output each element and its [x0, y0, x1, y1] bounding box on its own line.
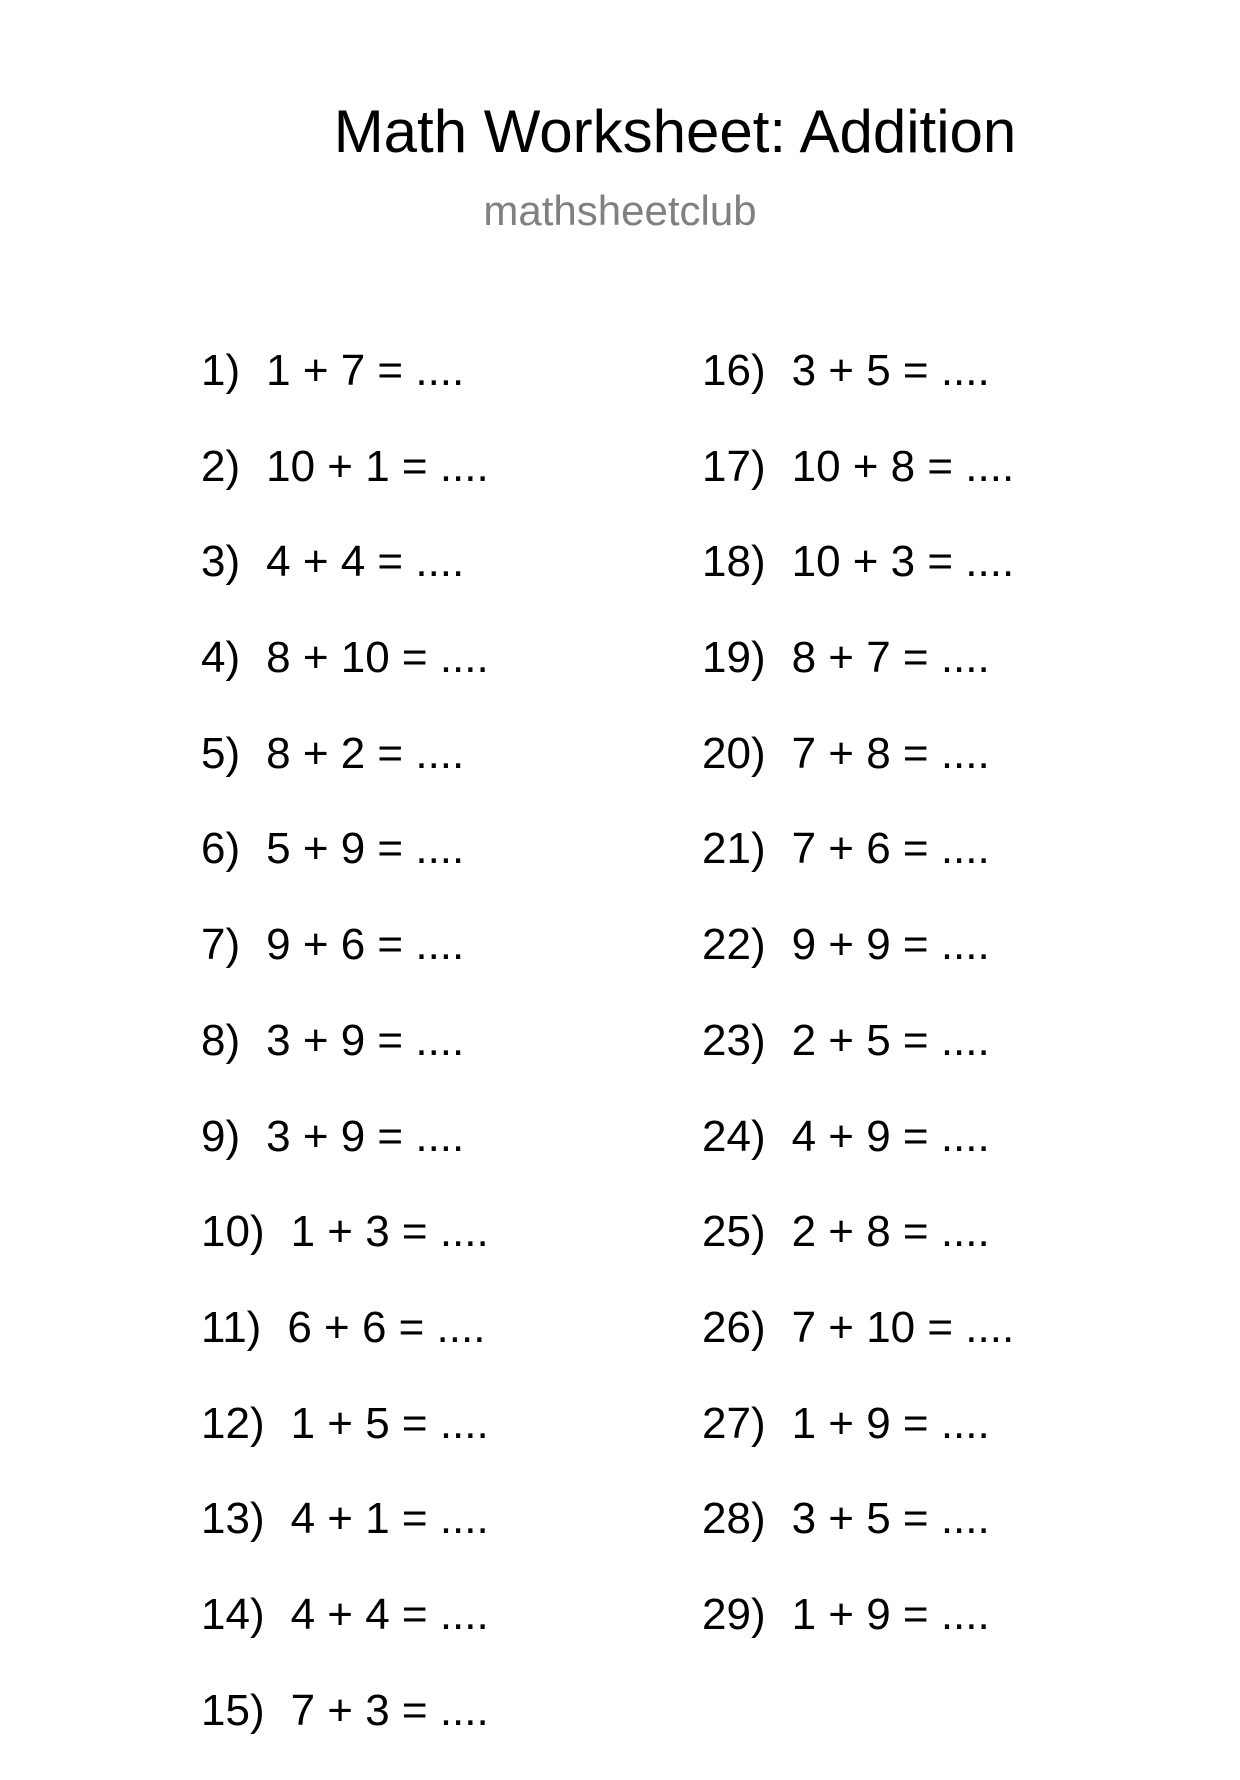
problem-item: [201, 441, 489, 537]
problem-expression: 7 + 6 = ....: [791, 824, 990, 874]
problems-column-left: [201, 345, 489, 1780]
problem-item: [702, 1398, 1014, 1494]
problem-expression: 2 + 5 = ....: [791, 1015, 990, 1065]
problem-number: 8): [201, 1015, 241, 1065]
problem-expression: 1 + 9 = ....: [791, 1589, 990, 1639]
problem-number: 26): [702, 1302, 766, 1352]
problem-expression: 3 + 9 = ....: [266, 1111, 465, 1161]
problem-expression: 3 + 9 = ....: [266, 1015, 465, 1065]
problem-number: 2): [201, 441, 241, 491]
problem-number: 4): [201, 633, 241, 683]
problem-item: [702, 1493, 1014, 1589]
problem-item: [201, 919, 489, 1015]
problem-number: 27): [702, 1398, 766, 1448]
problem-item: [201, 823, 489, 919]
problems-column-right: [702, 345, 1014, 1685]
problem-expression: 2 + 8 = ....: [791, 1207, 990, 1257]
problem-number: 13): [201, 1494, 265, 1544]
problem-expression: 4 + 4 = ....: [266, 537, 465, 587]
problem-number: 3): [201, 537, 241, 587]
problem-expression: 4 + 1 = ....: [290, 1494, 489, 1544]
problem-expression: 8 + 10 = ....: [266, 633, 489, 683]
problem-number: 24): [702, 1111, 766, 1161]
problem-item: [201, 728, 489, 824]
problem-item: [201, 1302, 489, 1398]
problem-expression: 6 + 6 = ....: [287, 1302, 486, 1352]
problem-number: 18): [702, 537, 766, 587]
problem-number: 5): [201, 728, 241, 778]
problem-expression: 8 + 2 = ....: [266, 728, 465, 778]
problem-number: 22): [702, 920, 766, 970]
problem-item: [702, 728, 1014, 824]
problem-item: [702, 1206, 1014, 1302]
problem-number: 11): [201, 1302, 262, 1352]
problem-expression: 9 + 6 = ....: [266, 920, 465, 970]
problem-expression: 10 + 8 = ....: [791, 441, 1015, 491]
worksheet-title: Math Worksheet: Addition: [333, 98, 1017, 165]
problem-item: [201, 536, 489, 632]
problem-number: 1): [201, 346, 241, 395]
problem-number: 29): [702, 1589, 766, 1639]
problem-expression: 9 + 9 = ....: [791, 920, 990, 970]
problem-item: [702, 823, 1014, 919]
problem-item: [702, 1589, 1014, 1685]
problem-item: [702, 345, 1014, 441]
problem-expression: 4 + 9 = ....: [791, 1111, 990, 1161]
problem-item: [201, 1206, 489, 1302]
problem-expression: 7 + 3 = ....: [290, 1685, 489, 1735]
problem-expression: 3 + 5 = ....: [791, 346, 990, 395]
problem-item: [201, 1015, 489, 1111]
problem-expression: 1 + 9 = ....: [791, 1398, 990, 1448]
problem-number: 16): [702, 346, 766, 395]
problem-expression: 8 + 7 = ....: [791, 633, 990, 683]
problem-item: [201, 345, 489, 441]
problem-number: 14): [201, 1589, 265, 1639]
problem-item: [702, 536, 1014, 632]
problem-number: 21): [702, 824, 766, 874]
problem-item: [201, 1111, 489, 1207]
problem-item: [702, 1302, 1014, 1398]
problem-expression: 7 + 8 = ....: [791, 728, 990, 778]
problem-item: [201, 1493, 489, 1589]
problem-item: [702, 441, 1014, 537]
problem-item: [702, 1015, 1014, 1111]
problem-expression: 4 + 4 = ....: [290, 1589, 489, 1639]
problem-number: 23): [702, 1015, 766, 1065]
problem-number: 20): [702, 728, 766, 778]
problem-expression: 1 + 5 = ....: [290, 1398, 489, 1448]
problem-expression: 1 + 3 = ....: [290, 1207, 489, 1257]
problem-number: 7): [201, 920, 241, 970]
problem-item: [201, 1398, 489, 1494]
problem-expression: 1 + 7 = ....: [266, 346, 465, 395]
problem-item: [201, 1589, 489, 1685]
problem-number: 6): [201, 824, 241, 874]
problem-item: [201, 632, 489, 728]
problem-number: 12): [201, 1398, 265, 1448]
problem-expression: 10 + 3 = ....: [791, 537, 1015, 587]
problem-expression: 10 + 1 = ....: [266, 441, 489, 491]
problem-expression: 7 + 10 = ....: [791, 1302, 1015, 1352]
problem-number: 9): [201, 1111, 241, 1161]
problem-number: 19): [702, 633, 766, 683]
problem-expression: 3 + 5 = ....: [791, 1494, 990, 1544]
problem-number: 10): [201, 1207, 265, 1257]
problem-number: 17): [702, 441, 766, 491]
problem-number: 25): [702, 1207, 766, 1257]
brand-name: mathsheetclub: [483, 187, 757, 234]
problem-number: 28): [702, 1494, 766, 1544]
problem-item: [702, 632, 1014, 728]
problem-item: [702, 1111, 1014, 1207]
problem-item: [201, 1685, 489, 1780]
problem-item: [702, 919, 1014, 1015]
problem-number: 15): [201, 1685, 265, 1735]
problem-expression: 5 + 9 = ....: [266, 824, 465, 874]
